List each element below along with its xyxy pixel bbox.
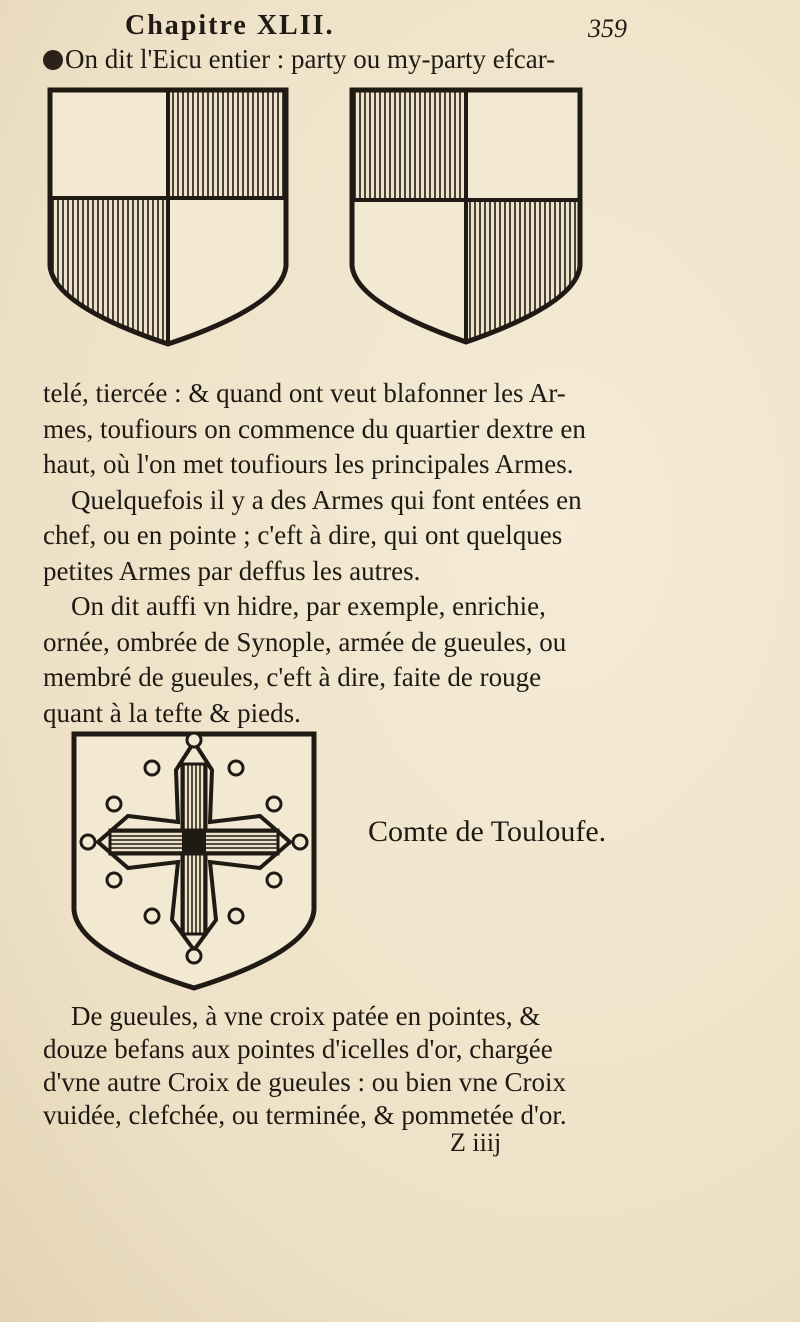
text-line: quant à la tefte & pieds. <box>43 697 301 728</box>
text-line: haut, où l'on met toufiours les principales Armes. <box>43 449 574 479</box>
figure-caption: Comte de Touloufe. <box>368 815 607 848</box>
text-line <box>43 42 643 76</box>
text-line: mes, toufiours on commence du quartier dextre en <box>43 413 586 444</box>
text-line: vuidée, clefchée, ou terminée, & pommetée d'or. <box>43 1100 567 1130</box>
shield-party-quartered-right <box>348 86 586 346</box>
shield-party-quartered-left <box>46 86 292 348</box>
page-number: 359 <box>588 14 627 43</box>
text-line: ornée, ombrée de Synople, armée de gueules, ou <box>43 626 567 657</box>
initial-ornament-icon <box>43 50 63 70</box>
shield-toulouse-cross <box>70 730 320 992</box>
text-line: d'vne autre Croix de gueules : ou bien vne Croix <box>43 1067 566 1097</box>
text-line: petites Armes par deffus les autres. <box>43 555 421 586</box>
text-line: On dit auffi vn hidre, par exemple, enrichie, <box>71 591 546 621</box>
signature-mark: Z iiij <box>450 1128 502 1157</box>
text-line: membré de gueules, c'eft à dire, faite de rouge <box>43 662 542 692</box>
text-line: chef, ou en pointe ; c'eft à dire, qui ont quelques <box>43 520 563 550</box>
text-line: De gueules, à vne croix patée en pointes, & <box>71 1001 541 1031</box>
paragraph-intro <box>43 42 643 76</box>
paragraph-blazon <box>43 1000 643 1132</box>
text-line: telé, tiercée : & quand ont veut blafonner les Ar- <box>43 378 566 408</box>
paragraph-main <box>43 376 643 731</box>
text-line: Quelquefois il y a des Armes qui font entées en <box>71 484 582 515</box>
text-line: douze befans aux pointes d'icelles d'or, chargée <box>43 1034 553 1064</box>
text-line-content: On dit l'Eicu entier : party ou my-party efcar- <box>65 44 556 74</box>
running-head: Chapitre XLII. <box>125 10 335 41</box>
